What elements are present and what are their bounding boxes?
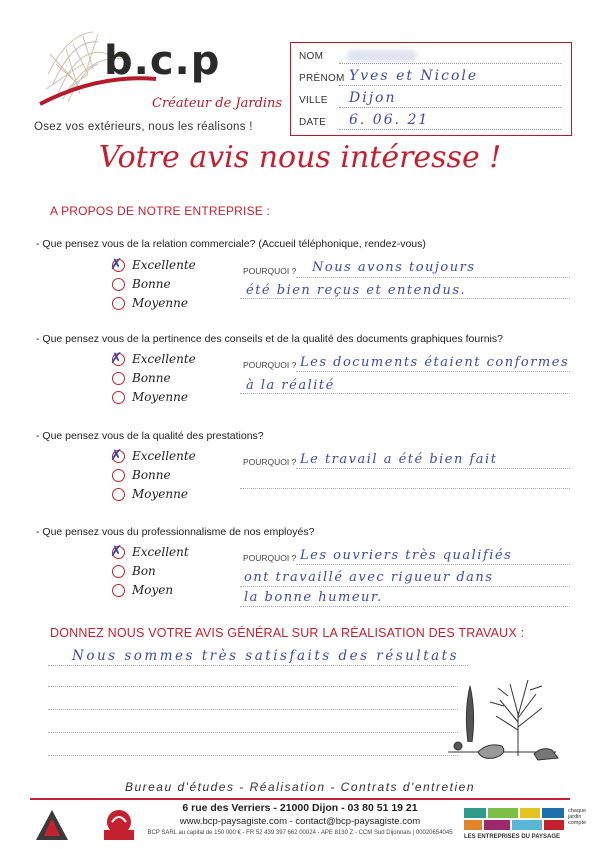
brand-slogan: Osez vos extérieurs, nous les réalisons ! bbox=[34, 121, 253, 133]
q2-why-label: POURQUOI ? bbox=[243, 360, 297, 370]
section-heading-general: DONNEZ NOUS VOTRE AVIS GÉNÉRAL SUR LA RÉALISATION DES TRAVAUX : bbox=[50, 626, 525, 640]
brand-subtitle: Créateur de Jardins bbox=[152, 96, 283, 111]
redacted-name bbox=[347, 50, 417, 62]
q4-answer-line-1[interactable]: Les ouvriers très qualifiés bbox=[300, 548, 513, 563]
nom-field-line[interactable] bbox=[339, 63, 561, 64]
q3-dotline-2 bbox=[240, 488, 570, 489]
prenom-field-line bbox=[339, 85, 561, 86]
garden-illustration-icon bbox=[438, 672, 564, 764]
ville-field-line bbox=[339, 107, 561, 108]
question-3: - Que pensez vous de la qualité des prestations? bbox=[36, 430, 264, 442]
check-mark-icon: ✗ bbox=[110, 349, 123, 367]
q4-answer-line-3[interactable]: la bonne humeur. bbox=[244, 590, 383, 605]
q2-answer-line-1[interactable]: Les documents étaient conformes bbox=[300, 355, 570, 370]
radio-icon[interactable] bbox=[112, 278, 125, 291]
general-dotline-5 bbox=[48, 755, 458, 756]
entreprises-paysage-label: LES ENTREPRISES DU PAYSAGE bbox=[464, 834, 561, 840]
check-mark-icon: ✗ bbox=[110, 255, 123, 273]
q4-dotline-1 bbox=[296, 564, 570, 565]
footer-legal: BCP SARL au capital de 150 000 € - FR 52 439 397 662 00024 - APE 8130 Z - CCM Sud Dijonnais | 00020654045 bbox=[147, 830, 453, 836]
radio-icon[interactable] bbox=[112, 391, 125, 404]
prenom-label: PRÉNOM bbox=[299, 73, 345, 84]
client-prenom-row bbox=[299, 68, 561, 88]
client-name-row bbox=[299, 46, 561, 66]
check-mark-icon: ✗ bbox=[110, 542, 123, 560]
q1-dotline-2 bbox=[240, 298, 570, 299]
ville-label: VILLE bbox=[299, 95, 328, 106]
chaque-jardin-label: chaque jardin compte bbox=[568, 808, 587, 826]
page-title: Votre avis nous intéresse ! bbox=[98, 140, 502, 175]
brand-logo-text: b.c.p bbox=[104, 38, 221, 84]
radio-icon[interactable] bbox=[112, 584, 125, 597]
q2-answer-line-2[interactable]: à la réalité bbox=[246, 378, 335, 393]
question-4: - Que pensez vous du professionnalisme de nos employés? bbox=[36, 526, 315, 538]
date-value[interactable]: 6. 06. 21 bbox=[349, 112, 430, 128]
prenom-value[interactable]: Yves et Nicole bbox=[349, 68, 479, 84]
radio-icon[interactable] bbox=[112, 469, 125, 482]
q1-answer-line-1[interactable]: Nous avons toujours bbox=[312, 260, 476, 275]
radio-icon[interactable] bbox=[112, 565, 125, 578]
q2-dotline-1 bbox=[296, 371, 570, 372]
q2-dotline-2 bbox=[240, 393, 570, 394]
client-date-row bbox=[299, 112, 561, 132]
radio-icon[interactable] bbox=[112, 297, 125, 310]
q3-dotline-1 bbox=[296, 468, 570, 469]
general-dotline-1 bbox=[48, 665, 468, 666]
q1-dotline-1 bbox=[296, 277, 570, 278]
q3-answer-line-1[interactable]: Le travail a été bien fait bbox=[300, 452, 498, 467]
client-ville-row bbox=[299, 90, 561, 110]
general-answer-line-1[interactable]: Nous sommes très satisfaits des résultats bbox=[72, 648, 460, 664]
footer-services: Bureau d'études - Réalisation - Contrats d'entretien bbox=[124, 780, 476, 794]
radio-icon[interactable] bbox=[112, 372, 125, 385]
client-info-box bbox=[290, 42, 572, 136]
section-heading-company: A PROPOS DE NOTRE ENTREPRISE : bbox=[50, 204, 271, 218]
q1-why-label: POURQUOI ? bbox=[243, 266, 297, 276]
q4-answer-line-2[interactable]: ont travaillé avec rigueur dans bbox=[244, 570, 494, 585]
radio-icon[interactable] bbox=[112, 488, 125, 501]
question-2: - Que pensez vous de la pertinence des conseils et de la qualité des documents graphiques fournis? bbox=[36, 333, 503, 345]
footer-address-phone: 6 rue des Verriers - 21000 Dijon - 03 80 51 19 21 bbox=[182, 802, 418, 814]
q3-why-label: POURQUOI ? bbox=[243, 457, 297, 467]
ville-value[interactable]: Dijon bbox=[349, 90, 397, 106]
check-mark-icon: ✗ bbox=[110, 446, 123, 464]
general-dotline-3 bbox=[48, 709, 458, 710]
nom-label: NOM bbox=[299, 51, 324, 62]
date-label: DATE bbox=[299, 117, 327, 128]
general-dotline-4 bbox=[48, 732, 458, 733]
general-dotline-2 bbox=[48, 686, 458, 687]
date-field-line bbox=[339, 129, 561, 130]
q4-why-label: POURQUOI ? bbox=[243, 553, 297, 563]
q4-dotline-2 bbox=[240, 586, 570, 587]
footer-contact[interactable]: www.bcp-paysagiste.com - contact@bcp-paysagiste.com bbox=[179, 816, 421, 827]
question-1: - Que pensez vous de la relation commerciale? (Accueil téléphonique, rendez-vous) bbox=[36, 238, 426, 250]
q1-answer-line-2[interactable]: été bien reçus et entendus. bbox=[246, 283, 467, 298]
footer-divider bbox=[30, 798, 570, 800]
q4-dotline-3 bbox=[240, 606, 570, 607]
